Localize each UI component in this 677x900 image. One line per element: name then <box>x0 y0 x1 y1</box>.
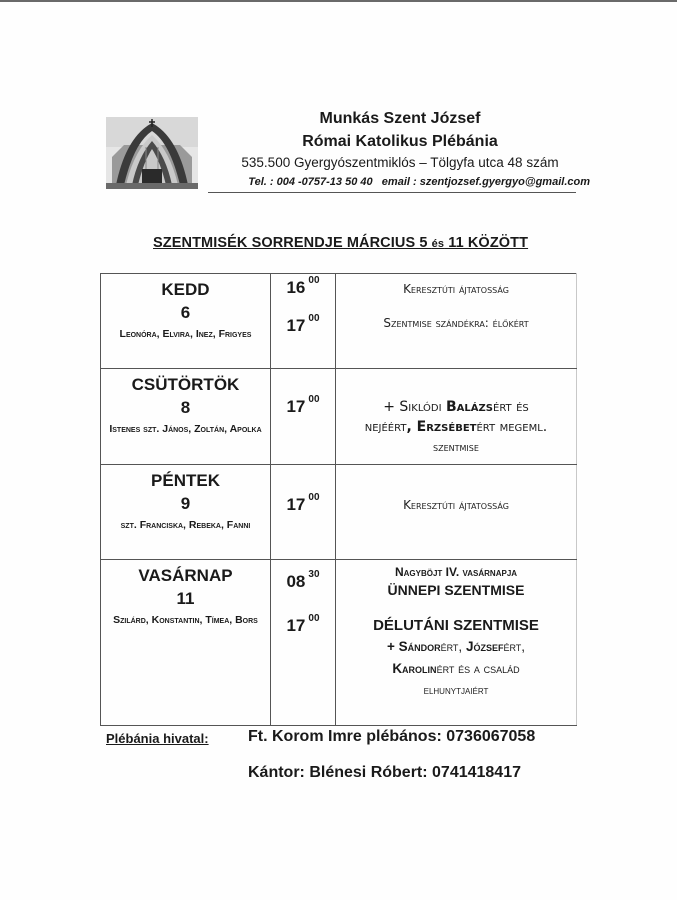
mass-time: 08 $^{30}$ <box>286 569 320 591</box>
contact-line <box>210 174 590 190</box>
day-cell <box>101 465 271 560</box>
time-cell <box>271 465 336 560</box>
event-text: + Sándorért, Józsefért, <box>386 639 526 654</box>
event-text: Keresztúti ájtatosság <box>403 498 509 512</box>
name-days: Istenes szt. János, Zoltán, Apolka <box>109 423 262 435</box>
event-cell <box>336 560 577 726</box>
event-text: Keresztúti ájtatosság <box>403 282 509 296</box>
time-cell <box>271 369 336 465</box>
mass-time: 17 $^{00}$ <box>286 313 320 335</box>
table-row <box>101 274 577 369</box>
church-photo-icon <box>106 117 198 189</box>
mass-time: 17 $^{00}$ <box>286 394 320 416</box>
event-text: elhunytjaiért <box>423 685 489 697</box>
name-days: Leonóra, Elvira, Inez, Frigyes <box>119 328 252 340</box>
table-row <box>101 560 577 726</box>
title-part2: 11 KÖZÖTT <box>444 235 529 251</box>
parish-address: 535.500 Gyergyószentmiklós – Tölgyfa utca 48 szám <box>241 155 559 170</box>
event-cell <box>336 465 577 560</box>
event-text: Szentmise szándékra: élőkért <box>383 316 529 330</box>
priest-contact: Ft. Korom Imre plébános: 0736067058 <box>248 728 536 745</box>
name-days: szt. Franciska, Rebeka, Fanni <box>120 519 251 531</box>
day-cell <box>101 369 271 465</box>
table-row <box>101 369 577 465</box>
event-text: Karolinért és a család <box>392 661 520 676</box>
day-cell <box>101 560 271 726</box>
parish-name: Munkás Szent József <box>319 110 481 127</box>
office-label: Plébánia hivatal: <box>106 731 209 746</box>
email-address[interactable]: szentjozsef.gyergyo@gmail.com <box>419 176 590 188</box>
header-divider <box>208 192 576 193</box>
phone-number: 004 -0757-13 50 40 <box>276 176 373 188</box>
event-cell <box>336 274 577 369</box>
mass-time: 17 $^{00}$ <box>286 492 320 514</box>
schedule-title <box>153 235 528 251</box>
table-row <box>101 465 577 560</box>
title-conjunction: és <box>431 238 445 250</box>
day-date: 9 <box>180 494 191 513</box>
day-name: VASÁRNAP <box>138 566 233 585</box>
time-cell <box>271 560 336 726</box>
parish-type: Római Katolikus Plébánia <box>302 133 498 150</box>
event-title: ÜNNEPI SZENTMISE <box>387 582 525 598</box>
day-date: 11 <box>176 589 195 608</box>
mass-time: 16 $^{00}$ <box>286 275 320 297</box>
day-date: 6 <box>180 303 191 322</box>
email-label: email : <box>381 176 417 188</box>
day-name: KEDD <box>161 280 210 299</box>
day-name: CSÜTÖRTÖK <box>131 375 240 394</box>
time-cell <box>271 274 336 369</box>
event-cell <box>336 369 577 465</box>
phone-label: Tel. : <box>248 176 274 188</box>
event-title: DÉLUTÁNI SZENTMISE <box>373 617 539 634</box>
event-subtitle: Nagyböjt IV. vasárnapja <box>394 565 518 579</box>
mass-time: 17 $^{00}$ <box>286 613 320 635</box>
mass-schedule-table <box>100 273 577 726</box>
day-cell <box>101 274 271 369</box>
day-name: PÉNTEK <box>151 471 220 490</box>
cantor-contact: Kántor: Blénesi Róbert: 0741418417 <box>248 764 521 781</box>
event-text: + Siklódi Balázsért és nejéért, Erzsébetért megeml. szentmise <box>364 399 548 454</box>
title-part1: SZENTMISÉK SORRENDJE MÁRCIUS 5 <box>153 235 432 251</box>
name-days: Szilárd, Konstantin, Tímea, Bors <box>113 614 258 626</box>
scan-edge <box>0 0 677 2</box>
day-date: 8 <box>180 398 191 417</box>
